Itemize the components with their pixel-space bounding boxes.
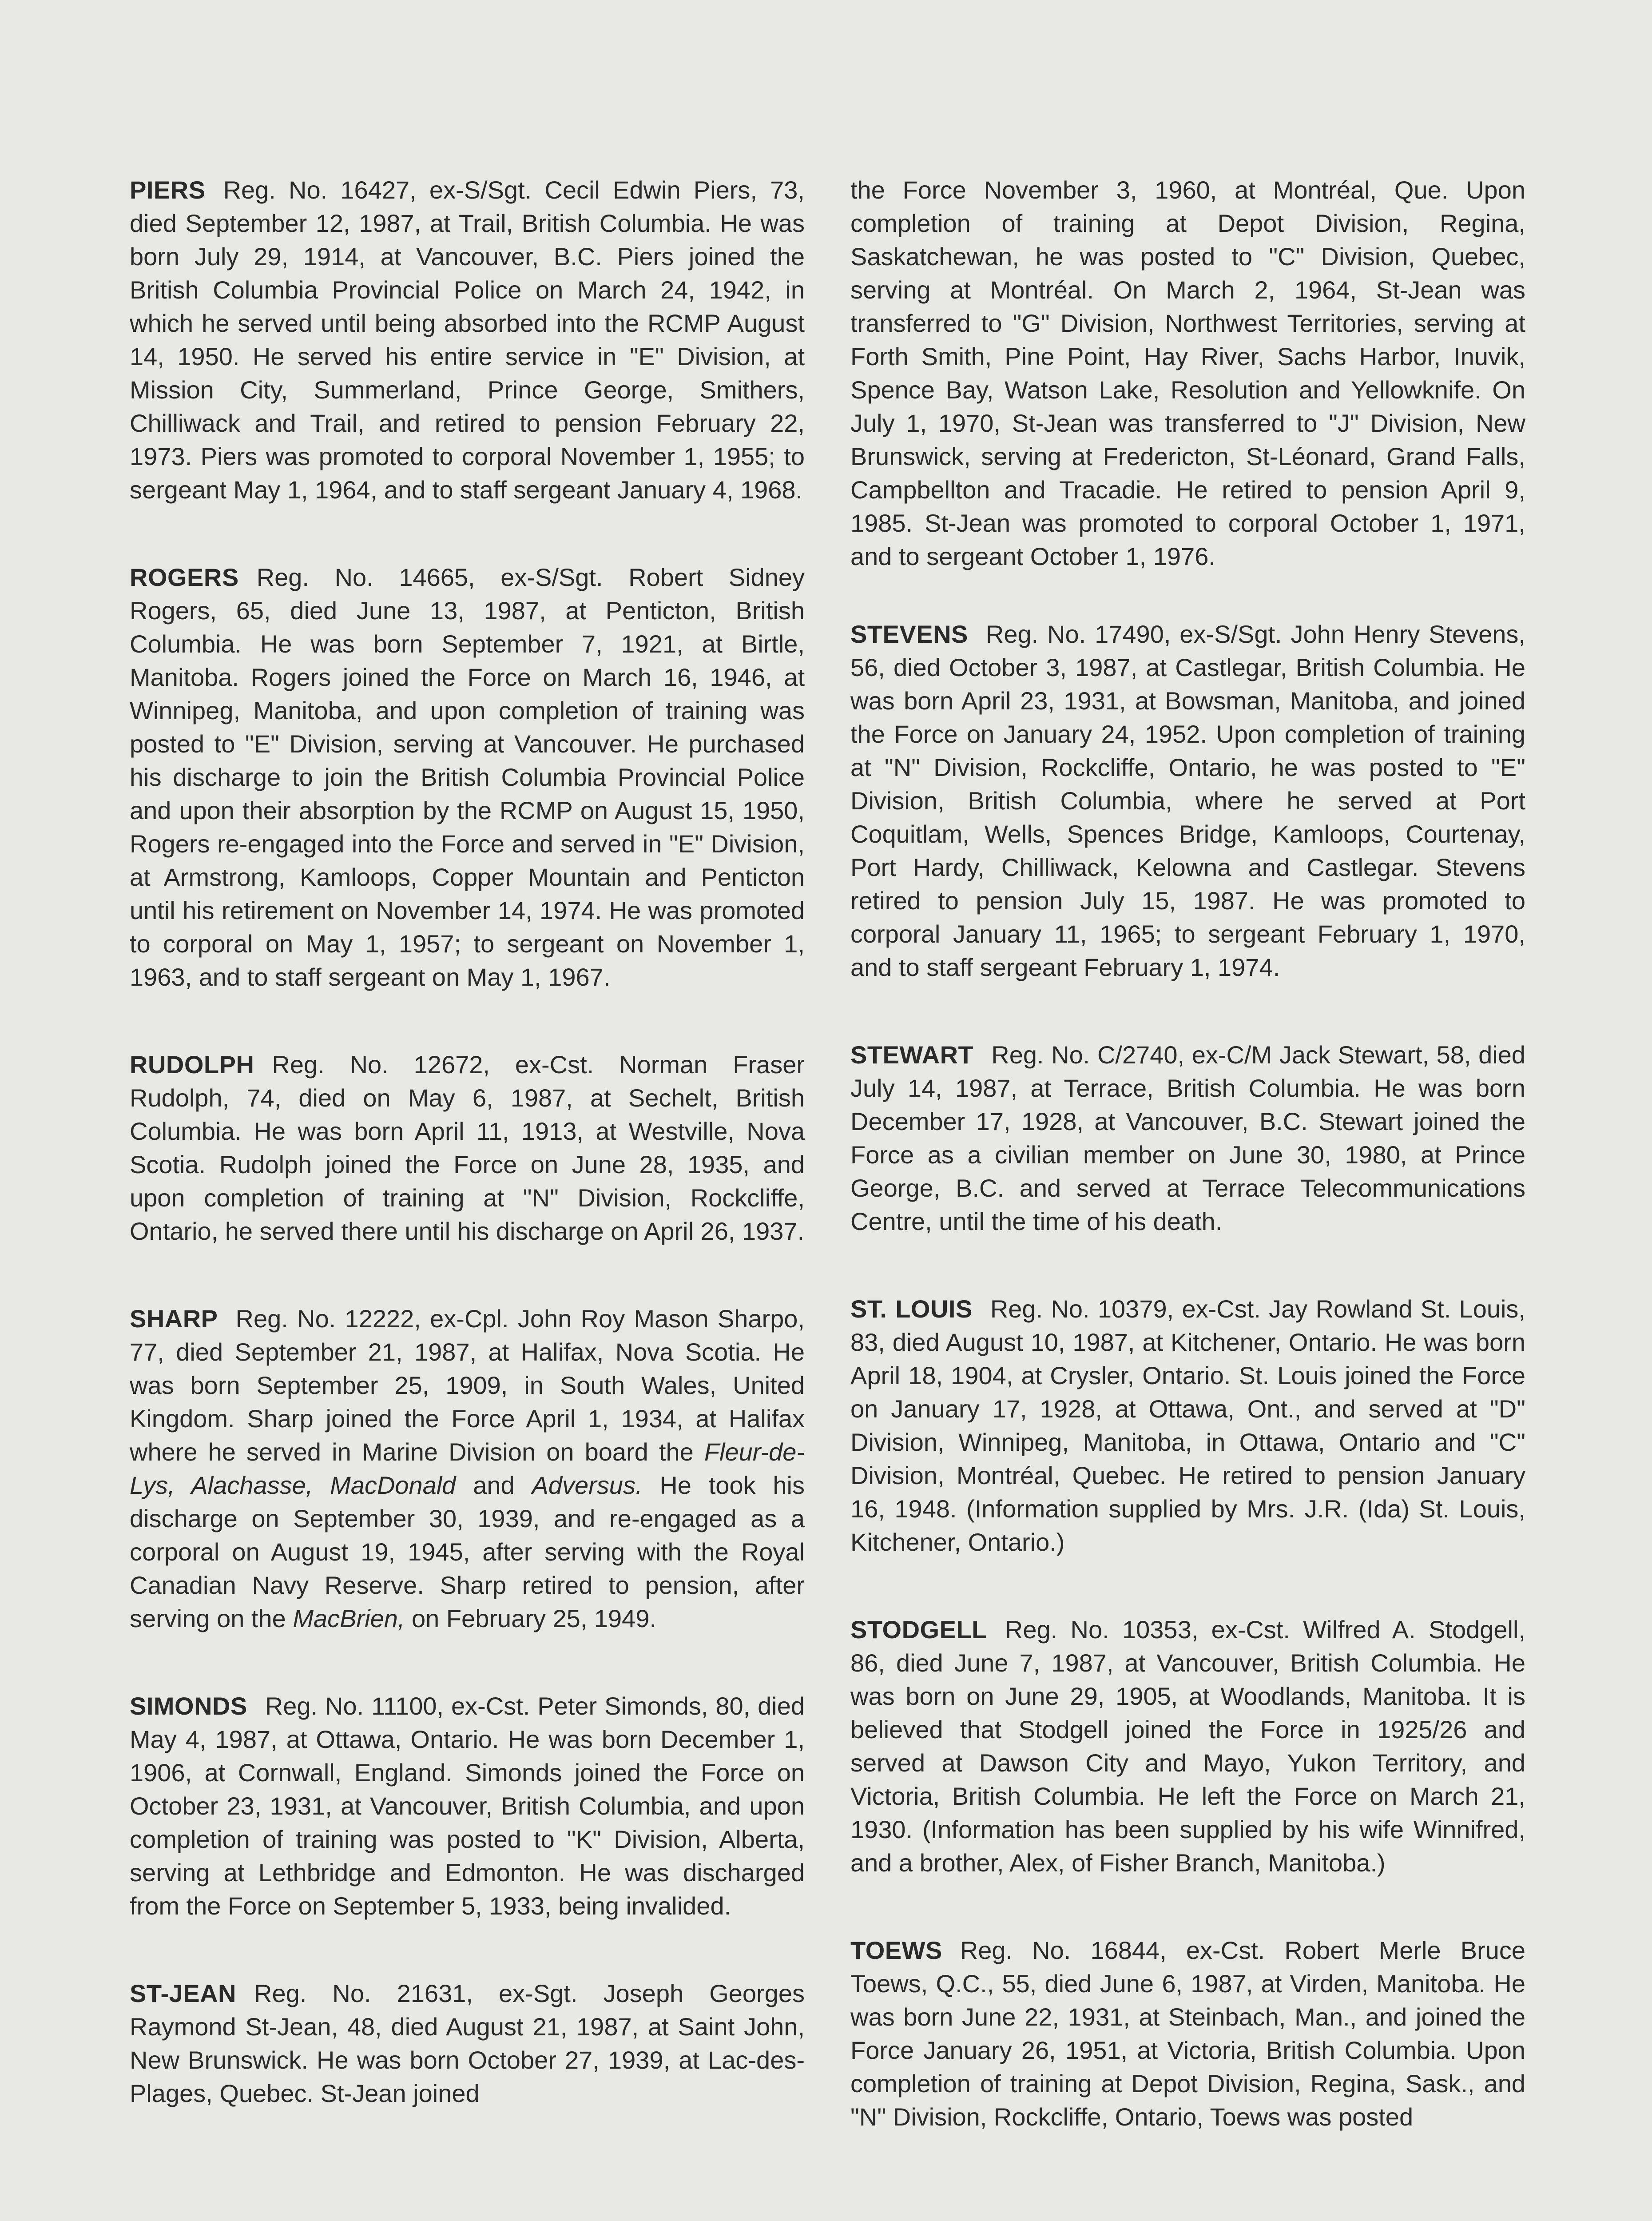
obituary-text: He took his discharge on September 30, 1939, and re-engaged as a corporal on August 19, 1945, after serving with the Royal Canadian Navy Reserve. Sharp retired to pension, after serving on the [130,1471,805,1632]
obituary-entry-stewart [850,1038,1525,1238]
obituary-entry-rudolph [130,1048,805,1248]
obituary-entry-rogers [130,561,805,994]
obituary-surname: PIERS [130,176,206,204]
obituary-surname: TOEWS [850,1936,942,1964]
obituary-text: Reg. No. 16427, ex-S/Sgt. Cecil Edwin Piers, 73, died September 12, 1987, at Trail, British Columbia. He was born July 29, 1914, at Vancouver, B.C. Piers joined the British Columbia Provincial Police on March 24, 1942, in which he served until being absorbed into the RCMP August 14, 1950. He served his entire service in "E" Division, at Mission City, Summerland, Prince George, Smithers, Chilliwack and Trail, and retired to pension February 22, 1973. Piers was promoted to corporal November 1, 1955; to sergeant May 1, 1964, and to staff sergeant January 4, 1968. [130,176,805,504]
obituary-continuation-st-jean [850,173,1525,573]
obituary-text: Reg. No. 10353, ex-Cst. Wilfred A. Stodgell, 86, died June 7, 1987, at Vancouver, British Columbia. He was born on June 29, 1905, at Woodlands, Manitoba. It is believed that Stodgell joined the Force in 1925/26 and served at Dawson City and Mayo, Yukon Territory, and Victoria, British Columbia. He left the Force on March 21, 1930. (Information has been supplied by his wife Winnifred, and a brother, Alex, of Fisher Branch, Manitoba.) [850,1616,1525,1877]
ship-name: Adversus. [532,1471,643,1499]
obituary-text: the Force November 3, 1960, at Montréal, Que. Upon completion of training at Depot Division, Regina, Saskatchewan, he was posted to "C" Division, Quebec, serving at Montréal. On March 2, 1964, St-Jean was transferred to "G" Division, Northwest Territories, serving at Forth Smith, Pine Point, Hay River, Sachs Harbor, Inuvik, Spence Bay, Watson Lake, Resolution and Yellowknife. On July 1, 1970, St-Jean was transferred to "J" Division, New Brunswick, serving at Fredericton, St-Léonard, Grand Falls, Campbellton and Tracadie. He retired to pension April 9, 1985. St-Jean was promoted to corporal October 1, 1971, and to sergeant October 1, 1976. [850,176,1525,570]
obituary-entry-toews [850,1934,1525,2133]
obituary-text: Reg. No. 14665, ex-S/Sgt. Robert Sidney Rogers, 65, died June 13, 1987, at Penticton, British Columbia. He was born September 7, 1921, at Birtle, Manitoba. Rogers joined the Force on March 16, 1946, at Winnipeg, Manitoba, and upon completion of training was posted to "E" Division, serving at Vancouver. He purchased his discharge to join the British Columbia Provincial Police and upon their absorption by the RCMP on August 15, 1950, Rogers re-engaged into the Force and served in "E" Division, at Armstrong, Kamloops, Copper Mountain and Penticton until his retirement on November 14, 1974. He was promoted to corporal on May 1, 1957; to sergeant on November 1, 1963, and to staff sergeant on May 1, 1967. [130,563,805,991]
obituary-entry-stodgell [850,1613,1525,1879]
obituary-text: Reg. No. 10379, ex-Cst. Jay Rowland St. Louis, 83, died August 10, 1987, at Kitchener, Ontario. He was born April 18, 1904, at Crysler, Ontario. St. Louis joined the Force on January 17, 1928, at Ottawa, Ont., and served at "D" Division, Winnipeg, Manitoba, in Ottawa, Ontario and "C" Division, Montréal, Quebec. He retired to pension January 16, 1948. (Information supplied by Mrs. J.R. (Ida) St. Louis, Kitchener, Ontario.) [850,1295,1525,1556]
obituary-text: Reg. No. C/2740, ex-C/M Jack Stewart, 58, died July 14, 1987, at Terrace, British Columbia. He was born December 17, 1928, at Vancouver, B.C. Stewart joined the Force as a civilian member on June 30, 1980, at Prince George, B.C. and served at Terrace Telecommunications Centre, until the time of his death. [850,1041,1525,1235]
left-column [130,173,805,2164]
obituary-entry-piers [130,173,805,506]
obituary-surname: SIMONDS [130,1692,247,1720]
obituary-entry-sharp [130,1302,805,1635]
right-column [850,173,1525,2188]
obituary-surname: STODGELL [850,1616,987,1644]
ship-name: MacBrien, [293,1604,405,1632]
obituary-entry-st-louis [850,1292,1525,1559]
obituary-surname: ROGERS [130,563,239,591]
obituary-surname: STEWART [850,1041,974,1069]
obituary-text: and [456,1471,532,1499]
obituary-text: Reg. No. 12222, ex-Cpl. John Roy Mason Sharpo, 77, died September 21, 1987, at Halifax, Nova Scotia. He was born September 25, 1909, in South Wales, United Kingdom. Sharp joined the Force April 1, 1934, at Halifax where he served in Marine Division on board the [130,1305,805,1466]
obituary-text: Reg. No. 17490, ex-S/Sgt. John Henry Stevens, 56, died October 3, 1987, at Castlegar, British Columbia. He was born April 23, 1931, at Bowsman, Manitoba, and joined the Force on January 24, 1952. Upon completion of training at "N" Division, Rockcliffe, Ontario, he was posted to "E" Division, British Columbia, where he served at Port Coquitlam, Wells, Spences Bridge, Kamloops, Courtenay, Port Hardy, Chilliwack, Kelowna and Castlegar. Stevens retired to pension July 15, 1987. He was promoted to corporal January 11, 1965; to sergeant February 1, 1970, and to staff sergeant February 1, 1974. [850,620,1525,981]
obituary-entry-simonds [130,1689,805,1922]
obituary-text: Reg. No. 11100, ex-Cst. Peter Simonds, 80, died May 4, 1987, at Ottawa, Ontario. He was born December 1, 1906, at Cornwall, England. Simonds joined the Force on October 23, 1931, at Vancouver, British Columbia, and upon completion of training was posted to "K" Division, Alberta, serving at Lethbridge and Edmonton. He was discharged from the Force on September 5, 1933, being invalided. [130,1692,805,1920]
obituary-surname: STEVENS [850,620,968,648]
obituary-surname: ST-JEAN [130,1979,236,2007]
obituary-text: Reg. No. 12672, ex-Cst. Norman Fraser Rudolph, 74, died on May 6, 1987, at Sechelt, British Columbia. He was born April 11, 1913, at Westville, Nova Scotia. Rudolph joined the Force on June 28, 1935, and upon completion of training at "N" Division, Rockcliffe, Ontario, he served there until his discharge on April 26, 1937. [130,1051,805,1245]
obituary-text: on February 25, 1949. [405,1604,657,1632]
obituary-text: Reg. No. 21631, ex-Sgt. Joseph Georges Raymond St-Jean, 48, died August 21, 1987, at Saint John, New Brunswick. He was born October 27, 1939, at Lac-des-Plages, Quebec. St-Jean joined [130,1979,805,2107]
obituary-surname: ST. LOUIS [850,1295,973,1323]
obituary-entry-st-jean [130,1977,805,2110]
obituary-text: Reg. No. 16844, ex-Cst. Robert Merle Bruce Toews, Q.C., 55, died June 6, 1987, at Virden, Manitoba. He was born June 22, 1931, at Steinbach, Man., and joined the Force January 26, 1951, at Victoria, British Columbia. Upon completion of training at Depot Division, Regina, Sask., and "N" Division, Rockcliffe, Ontario, Toews was posted [850,1936,1525,2131]
obituary-surname: SHARP [130,1305,218,1333]
ship-names: Fleur-de-Lys, Alachasse, MacDonald [130,1438,805,1499]
obituary-surname: RUDOLPH [130,1051,254,1079]
obituary-entry-stevens [850,617,1525,984]
